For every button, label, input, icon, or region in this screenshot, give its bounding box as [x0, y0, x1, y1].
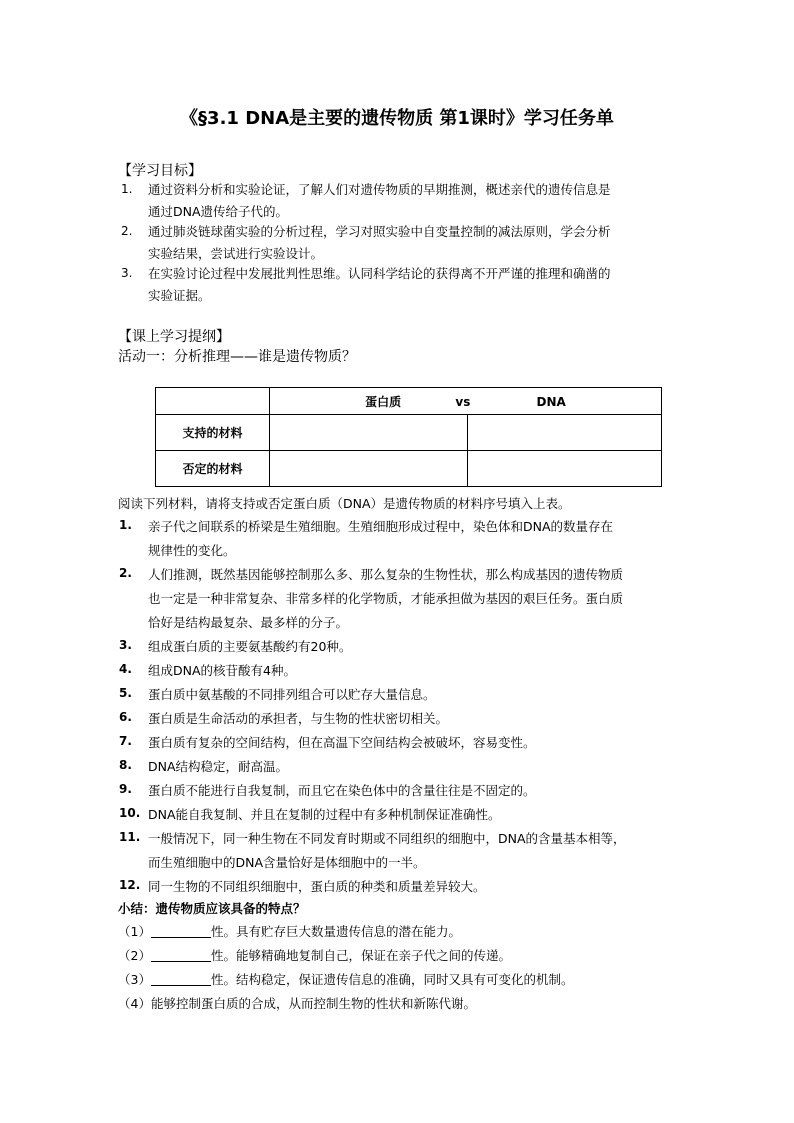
summary-item-4: （4）能够控制蛋白质的合成，从而控制生物的性状和新陈代谢。	[118, 996, 476, 1011]
summary-item-2	[118, 946, 511, 964]
material-8-line-1: DNA结构稳定，耐高温。	[148, 759, 289, 774]
header-dna: DNA	[536, 394, 566, 409]
material-10-line-1: DNA能自我复制、并且在复制的过程中有多种机制保证准确性。	[148, 807, 501, 822]
summary-blank-3[interactable]	[151, 973, 211, 986]
material-3-line-1: 组成蛋白质的主要氨基酸约有20种。	[148, 639, 352, 654]
material-2-line-1: 人们推测，既然基因能够控制那么多、那么复杂的生物性状，那么构成基因的遗传物质	[148, 567, 624, 582]
cell-deny-dna[interactable]	[468, 451, 662, 487]
summary-blank-2[interactable]	[151, 949, 211, 962]
material-5-number: 5.	[119, 686, 132, 700]
summary-blank-1[interactable]	[151, 925, 211, 938]
summary-item-1-text: 性。具有贮存巨大数量遗传信息的潜在能力。	[210, 924, 461, 939]
cell-support-protein[interactable]	[270, 415, 468, 451]
material-6-number: 6.	[119, 710, 132, 724]
summary-item-2-number: （2）	[118, 948, 151, 963]
material-1-line-1: 亲子代之间联系的桥梁是生殖细胞。生殖细胞形成过程中，染色体和DNA的数量存在	[148, 519, 614, 534]
material-11-line-2: 而生殖细胞中的DNA含量恰好是体细胞中的一半。	[148, 855, 426, 870]
material-9-line-1: 蛋白质不能进行自我复制，而且它在染色体中的含量往往是不固定的。	[148, 783, 536, 798]
goal-2-line-1: 通过肺炎链球菌实验的分析过程，学习对照实验中自变量控制的减法原则，学会分析	[148, 224, 611, 239]
summary-item-3	[118, 970, 573, 988]
row-label-support: 支持的材料	[156, 415, 270, 451]
goal-3-line-1: 在实验讨论过程中发展批判性思维。认同科学结论的获得离不开严谨的推理和确凿的	[148, 266, 611, 281]
material-3-number: 3.	[119, 638, 132, 652]
goal-3-line-2: 实验证据。	[148, 288, 211, 303]
material-2-line-3: 恰好是结构最复杂、最多样的分子。	[148, 615, 349, 630]
material-10-number: 10.	[119, 806, 141, 820]
material-4-line-1: 组成DNA的核苷酸有4种。	[148, 663, 296, 678]
goal-1-line-2: 通过DNA遗传给子代的。	[148, 204, 289, 219]
summary-item-3-text: 性。结构稳定，保证遗传信息的准确，同时又具有可变化的机制。	[210, 972, 574, 987]
page-title: 《§3.1 DNA是主要的遗传物质 第1课时》学习任务单	[180, 108, 614, 129]
material-11-number: 11.	[119, 830, 141, 844]
table-corner-cell	[156, 388, 270, 415]
outline-heading: 【课上学习提纲】	[118, 329, 230, 345]
material-5-line-1: 蛋白质中氨基酸的不同排列组合可以贮存大量信息。	[148, 687, 436, 702]
summary-item-2-text: 性。能够精确地复制自己，保证在亲子代之间的传递。	[210, 948, 511, 963]
summary-item-1	[118, 922, 461, 940]
evidence-table	[155, 387, 662, 487]
material-9-number: 9.	[119, 782, 132, 796]
goal-1-line-1: 通过资料分析和实验论证，了解人们对遗传物质的早期推测，概述亲代的遗传信息是	[148, 182, 611, 197]
material-8-number: 8.	[119, 758, 132, 772]
goal-2-number: 2.	[121, 224, 133, 238]
summary-item-3-number: （3）	[118, 972, 151, 987]
material-2-number: 2.	[119, 566, 132, 580]
material-12-line-1: 同一生物的不同组织细胞中，蛋白质的种类和质量差异较大。	[148, 879, 486, 894]
summary-heading: 小结：遗传物质应该具备的特点？	[118, 901, 306, 916]
summary-item-1-number: （1）	[118, 924, 151, 939]
table-header	[270, 388, 662, 415]
goals-heading: 【学习目标】	[118, 163, 202, 179]
material-6-line-1: 蛋白质是生命活动的承担者，与生物的性状密切相关。	[148, 711, 449, 726]
goal-3-number: 3.	[121, 266, 133, 280]
cell-deny-protein[interactable]	[270, 451, 468, 487]
material-7-number: 7.	[119, 734, 132, 748]
goal-1-number: 1.	[121, 182, 133, 196]
activity-title: 活动一：分析推理——谁是遗传物质？	[118, 349, 356, 365]
header-vs: vs	[455, 394, 471, 409]
header-protein: 蛋白质	[365, 394, 402, 409]
material-11-line-1: 一般情况下，同一种生物在不同发育时期或不同组织的细胞中，DNA的含量基本相等，	[148, 831, 626, 846]
material-4-number: 4.	[119, 662, 132, 676]
row-label-deny: 否定的材料	[156, 451, 270, 487]
material-2-line-2: 也一定是一种非常复杂、非常多样的化学物质，才能承担做为基因的艰巨任务。蛋白质	[148, 591, 624, 606]
material-1-number: 1.	[119, 518, 132, 532]
material-7-line-1: 蛋白质有复杂的空间结构，但在高温下空间结构会被破坏，容易变性。	[148, 735, 536, 750]
instruction: 阅读下列材料，请将支持或否定蛋白质（DNA）是遗传物质的材料序号填入上表。	[118, 496, 571, 511]
cell-support-dna[interactable]	[468, 415, 662, 451]
material-1-line-2: 规律性的变化。	[148, 543, 236, 558]
material-12-number: 12.	[119, 878, 141, 892]
goal-2-line-2: 实验结果，尝试进行实验设计。	[148, 246, 324, 261]
